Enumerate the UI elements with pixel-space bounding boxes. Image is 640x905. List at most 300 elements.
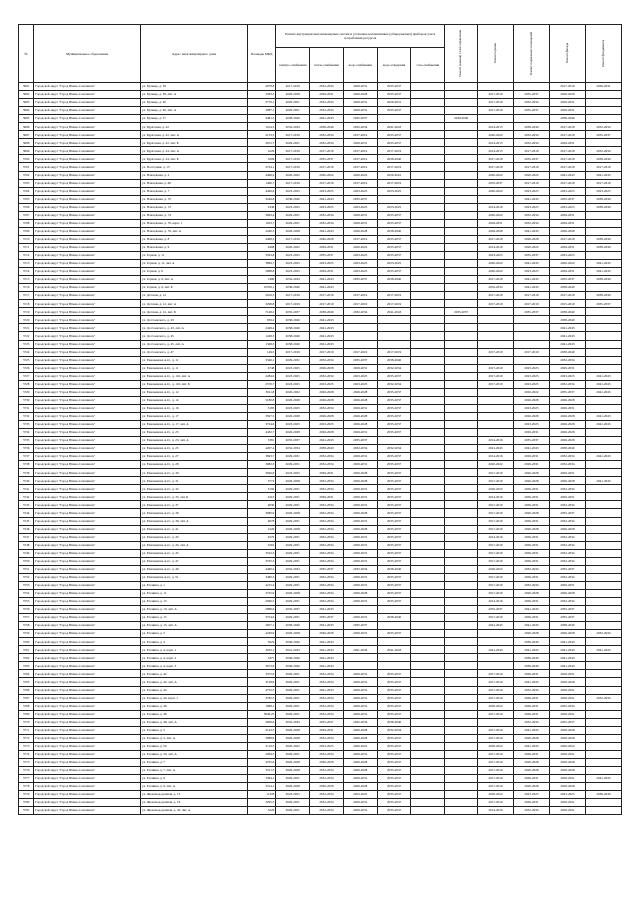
electro-cell: 2029-2031 [276,750,310,758]
sewer-cell: 2035-2037 [377,517,411,525]
electro-cell: 2026-2028 [276,429,310,437]
table-row [19,219,622,227]
roof-cell: 2017-2019 [478,276,514,284]
facade-cell: 2041-2043 [549,324,585,332]
foundation-cell: 2032-2034 [585,630,621,638]
foundation-cell [585,99,621,107]
gas-cell [411,380,445,388]
basement-cell: 2029-2031 [513,541,549,549]
electro-cell: 2038-2040 [276,332,310,340]
basement-cell: 2017-2019 [513,348,549,356]
water-cell: 2029-2031 [343,533,377,541]
area-cell: 2240,3 [247,227,275,235]
area-cell: 4748 [247,364,275,372]
water-cell: 2026-2028 [343,766,377,774]
water-cell: 2017-2019 [343,163,377,171]
roof-cell: 2041-2043 [478,646,514,654]
electro-cell: 2017-2019 [276,348,310,356]
address-cell: ул. Емельянова А.О., д. 14 [141,396,248,404]
basement-cell: 2029-2031 [513,461,549,469]
gas-cell [411,268,445,276]
address-cell: ул. Достоевского, д. 43, лит. А [141,324,248,332]
roof-cell: 2014-2016 [478,203,514,211]
electro-cell: 2026-2028 [276,396,310,404]
sewer-cell: 2035-2037 [377,630,411,638]
foundation-cell: 2038-2040 [585,155,621,163]
nodes-cell [445,123,478,131]
row-number: 3771 [19,726,34,734]
foundation-cell: 2035-2037 [585,131,621,139]
facade-cell: 2032-2034 [549,598,585,606]
sewer-cell: 2035-2037 [377,243,411,251]
address-cell: ул. Горная, д. 9 [141,268,248,276]
basement-cell: 2029-2031 [513,670,549,678]
water-cell [343,638,377,646]
facade-cell: 2038-2040 [549,308,585,316]
nodes-cell [445,517,478,525]
water-cell: 2029-2031 [343,710,377,718]
gas-cell [411,557,445,565]
facade-cell: 2020-2022 [549,260,585,268]
roof-cell: 2017-2019 [478,557,514,565]
municipality-cell: Городской округ "Город Южно-Сахалинск" [34,469,141,477]
water-cell: 2032-2034 [343,565,377,573]
nodes-cell [445,549,478,557]
sewer-cell: 2035-2037 [377,453,411,461]
municipality-cell: Городской округ "Город Южно-Сахалинск" [34,445,141,453]
sewer-cell: 2035-2037 [377,581,411,589]
municipality-cell: Городской округ "Город Южно-Сахалинск" [34,155,141,163]
roof-cell: 2017-2019 [478,694,514,702]
area-cell: 2916,3 [247,292,275,300]
foundation-cell [585,622,621,630]
table-row [19,485,622,493]
heat-cell: 2023-2025 [310,742,344,750]
electro-cell: 2026-2028 [276,509,310,517]
area-cell: 4752,5 [247,686,275,694]
roof-cell: 2041-2043 [478,445,514,453]
heat-cell: 2026-2028 [310,630,344,638]
heat-cell: 2029-2031 [310,469,344,477]
area-cell: 4830 [247,501,275,509]
table-row [19,670,622,678]
area-cell: 5183 [247,404,275,412]
heat-cell: 2032-2034 [310,461,344,469]
nodes-cell [445,791,478,799]
electro-cell: 2026-2028 [276,412,310,420]
address-cell: ул. Емельянова А.О., д. 43 [141,533,248,541]
row-number: 3749 [19,549,34,557]
area-cell: 3291 [247,541,275,549]
basement-cell: 2026-2028 [513,396,549,404]
sewer-cell: 2035-2037 [377,372,411,380]
basement-cell: 2041-2043 [513,606,549,614]
row-number: 3707 [19,211,34,219]
water-cell: 2029-2031 [343,429,377,437]
sewer-cell: 2035-2037 [377,791,411,799]
municipality-cell: Городской округ "Город Южно-Сахалинск" [34,107,141,115]
heat-cell: 2017-2019 [310,147,344,155]
heat-cell: 2032-2034 [310,678,344,686]
electro-cell: 2038-2040 [276,324,310,332]
municipality-cell: Городской округ "Город Южно-Сахалинск" [34,364,141,372]
gas-cell [411,260,445,268]
water-cell: 2026-2028 [343,525,377,533]
nodes-cell [445,509,478,517]
gas-cell [411,807,445,815]
table-row [19,372,622,380]
sewer-cell: 2035-2037 [377,412,411,420]
roof-cell: 2014-2015 [478,139,514,147]
row-number: 3730 [19,396,34,404]
foundation-cell: 2017-2019 [585,163,621,171]
table-row [19,364,622,372]
municipality-cell: Городской округ "Город Южно-Сахалинск" [34,807,141,815]
municipality-cell: Городской округ "Город Южно-Сахалинск" [34,477,141,485]
heat-cell: 2029-2031 [310,243,344,251]
heat-cell: 2032-2034 [310,573,344,581]
area-cell: 1520 [247,525,275,533]
area-cell: 3926,8 [247,469,275,477]
water-cell: 2029-2031 [343,750,377,758]
facade-cell: 2017-2019 [549,83,585,91]
facade-cell: 2023-2025 [549,372,585,380]
address-cell: ул. Есенина, д. 42 [141,670,248,678]
address-cell: ул. Горная, д. 9, лит. А [141,276,248,284]
water-cell: 2032-2034 [343,445,377,453]
roof-cell: 2017-2019 [478,734,514,742]
heat-cell: 2023-2025 [310,380,344,388]
nodes-cell [445,332,478,340]
basement-cell: 2023-2025 [513,791,549,799]
area-cell: 4678 [247,517,275,525]
electro-cell: 2023-2025 [276,372,310,380]
electro-cell: 2029-2031 [276,549,310,557]
basement-cell: 2023-2025 [513,420,549,428]
area-cell: 1480 [247,276,275,284]
table-row [19,308,622,316]
municipality-cell: Городской округ "Город Южно-Сахалинск" [34,726,141,734]
facade-cell: 2029-2031 [549,364,585,372]
electro-cell: 2038-2040 [276,662,310,670]
roof-cell: 2017-2019 [478,292,514,300]
basement-cell [513,356,549,364]
roof-cell [478,195,514,203]
area-cell: 3314,1 [247,783,275,791]
col-facade-header: Ремонт фасада [549,25,585,83]
nodes-cell [445,348,478,356]
nodes-cell [445,541,478,549]
table-row [19,115,622,123]
gas-cell [411,541,445,549]
area-cell: 3593,8 [247,251,275,259]
electro-cell: 2029-2031 [276,493,310,501]
electro-cell: 2026-2028 [276,227,310,235]
table-row [19,662,622,670]
electro-cell: 2023-2025 [276,251,310,259]
water-cell: 2029-2031 [343,614,377,622]
foundation-cell: 2038-2040 [585,292,621,300]
nodes-cell [445,758,478,766]
water-cell: 2029-2031 [343,501,377,509]
row-number: 3776 [19,766,34,774]
address-cell: ул. Есенина, д. 48 [141,710,248,718]
facade-cell: 2026-2028 [549,766,585,774]
municipality-cell: Городской округ "Город Южно-Сахалинск" [34,396,141,404]
heat-cell: 2026-2028 [310,758,344,766]
col-electro-header: электро-снабжения [276,48,310,83]
gas-cell [411,396,445,404]
electro-cell: 2026-2028 [276,766,310,774]
nodes-cell [445,622,478,630]
water-cell: 2026-2028 [343,509,377,517]
sewer-cell: 2035-2037 [377,131,411,139]
nodes-cell [445,163,478,171]
heat-cell: 2032-2034 [310,517,344,525]
address-cell: ул. Вокзальная, д. 9 [141,243,248,251]
address-cell: ул. Емельянова А.О., д. 31 [141,477,248,485]
roof-cell [478,718,514,726]
nodes-cell [445,469,478,477]
row-number: 3741 [19,485,34,493]
table-row [19,469,622,477]
electro-cell: 2020-2022 [276,243,310,251]
electro-cell: 2029-2031 [276,581,310,589]
facade-cell: 2035-2037 [549,276,585,284]
facade-cell: 2017-2019 [549,155,585,163]
sewer-cell: 2041-2043 [377,123,411,131]
address-cell: ул. Детская, д. 12, лит. А [141,300,248,308]
nodes-cell [445,461,478,469]
electro-cell: 2026-2028 [276,726,310,734]
water-cell [343,284,377,292]
water-cell: 2017-2019 [343,155,377,163]
facade-cell: 2038-2040 [549,115,585,123]
roof-cell [478,115,514,123]
table-row [19,437,622,445]
gas-cell [411,573,445,581]
facade-cell: 2023-2025 [549,251,585,259]
water-cell [343,606,377,614]
gas-cell [411,284,445,292]
facade-cell: 2032-2034 [549,702,585,710]
table-row [19,420,622,428]
sewer-cell: 2035-2037 [377,83,411,91]
area-cell: 4705,6 [247,758,275,766]
facade-cell: 2029-2031 [549,694,585,702]
roof-cell: 2017-2019 [478,799,514,807]
electro-cell: 2029-2031 [276,517,310,525]
water-cell: 2029-2031 [343,404,377,412]
gas-cell [411,276,445,284]
foundation-cell [585,573,621,581]
basement-cell: 2041-2043 [513,742,549,750]
row-number: 3770 [19,718,34,726]
electro-cell: 2029-2031 [276,670,310,678]
table-row [19,300,622,308]
area-cell: 2133,5 [247,131,275,139]
nodes-cell [445,493,478,501]
nodes-cell [445,501,478,509]
address-cell: ул. Емельянова А.О., д. 49 [141,565,248,573]
water-cell: 2029-2031 [343,493,377,501]
address-cell: ул. Горная, д. 11 [141,251,248,259]
water-cell: 2023-2025 [343,251,377,259]
basement-cell: 2032-2034 [513,219,549,227]
facade-cell: 2029-2031 [549,686,585,694]
heat-cell: 2041-2043 [310,276,344,284]
foundation-cell [585,557,621,565]
sewer-cell: 2035-2037 [377,396,411,404]
water-cell: 2023-2025 [343,187,377,195]
row-number: 3721 [19,324,34,332]
nodes-cell [445,83,478,91]
roof-cell: 2032-2034 [478,284,514,292]
row-number: 3700 [19,155,34,163]
municipality-cell: Городской округ "Город Южно-Сахалинск" [34,292,141,300]
foundation-cell [585,485,621,493]
municipality-cell: Городской округ "Город Южно-Сахалинск" [34,372,141,380]
basement-cell: 2041-2043 [513,678,549,686]
facade-cell: 2026-2028 [549,437,585,445]
heat-cell: 2032-2034 [310,766,344,774]
municipality-cell: Городской округ "Город Южно-Сахалинск" [34,83,141,91]
nodes-cell [445,316,478,324]
roof-cell: 2014-2016 [478,243,514,251]
sewer-cell: 2035-2037 [377,219,411,227]
row-number: 3756 [19,606,34,614]
municipality-cell: Городской округ "Город Южно-Сахалинск" [34,115,141,123]
water-cell: 2026-2028 [343,783,377,791]
electro-cell: 2026-2028 [276,91,310,99]
roof-cell: 2026-2028 [478,227,514,235]
heat-cell: 2035-2037 [310,614,344,622]
nodes-cell [445,195,478,203]
address-cell: ул. Есенина, д. 42, лит. А [141,678,248,686]
electro-cell: 2026-2028 [276,525,310,533]
roof-cell: 2014-2016 [478,437,514,445]
municipality-cell: Городской округ "Город Южно-Сахалинск" [34,316,141,324]
nodes-cell: 2038-2040 [445,115,478,123]
area-cell: 3477 [247,654,275,662]
foundation-cell [585,316,621,324]
foundation-cell [585,356,621,364]
nodes-cell [445,734,478,742]
nodes-cell [445,766,478,774]
heat-cell: 2032-2034 [310,557,344,565]
electro-cell: 2029-2031 [276,501,310,509]
roof-cell [478,630,514,638]
area-cell: 3754,6 [247,614,275,622]
row-number: 3712 [19,251,34,259]
foundation-cell [585,799,621,807]
sewer-cell: 2035-2037 [377,686,411,694]
foundation-cell [585,308,621,316]
nodes-cell: 2035-2037 [445,308,478,316]
water-cell: 2020-2022 [343,742,377,750]
area-cell: 7148,2 [247,308,275,316]
gas-cell [411,726,445,734]
row-number: 3742 [19,493,34,501]
electro-cell: 2038-2040 [276,115,310,123]
table-row [19,131,622,139]
table-row [19,147,622,155]
address-cell: ул. Емельянова А.О., д. 28 [141,461,248,469]
address-cell: ул. Есенина, д. 48, лит. А [141,718,248,726]
row-number: 3697 [19,131,34,139]
water-cell: 2017-2019 [343,300,377,308]
sewer-cell: 2035-2037 [377,525,411,533]
municipality-cell: Городской округ "Город Южно-Сахалинск" [34,750,141,758]
sewer-cell: 2035-2037 [377,766,411,774]
water-cell: 2029-2031 [343,541,377,549]
foundation-cell [585,396,621,404]
address-cell: ул. Есенина, д. 13 [141,598,248,606]
sewer-cell: 2038-2040 [377,614,411,622]
basement-cell: 2029-2031 [513,598,549,606]
sewer-cell: 2035-2037 [377,598,411,606]
municipality-cell: Городской округ "Город Южно-Сахалинск" [34,614,141,622]
nodes-cell [445,742,478,750]
area-cell: 3724,6 [247,420,275,428]
gas-cell [411,670,445,678]
water-cell: 2032-2034 [343,123,377,131]
nodes-cell [445,179,478,187]
gas-cell [411,533,445,541]
foundation-cell [585,783,621,791]
gas-cell [411,123,445,131]
sewer-cell: 2017-2019 [377,348,411,356]
row-number: 3724 [19,348,34,356]
table-row [19,316,622,324]
roof-cell [478,332,514,340]
roof-cell: 2017-2019 [478,589,514,597]
foundation-cell [585,107,621,115]
table-row [19,517,622,525]
row-number: 3780 [19,799,34,807]
gas-cell [411,187,445,195]
address-cell: ул. Железнодорожная, д. 16 [141,799,248,807]
gas-cell [411,565,445,573]
electro-cell: 2029-2031 [276,139,310,147]
nodes-cell [445,380,478,388]
municipality-cell: Городской округ "Город Южно-Сахалинск" [34,348,141,356]
nodes-cell [445,750,478,758]
facade-cell: 2029-2031 [549,775,585,783]
roof-cell: 2014-2015 [478,123,514,131]
heat-cell: 2041-2043 [310,437,344,445]
address-cell: ул. Емельянова А.О., д. 33, лит. Б [141,493,248,501]
address-cell: ул. Есенина, д. 5, лит. А [141,734,248,742]
row-number: 3761 [19,646,34,654]
sewer-cell: 2038-2040 [377,276,411,284]
water-cell: 2026-2028 [343,388,377,396]
heat-cell: 2017-2019 [310,348,344,356]
sewer-cell: 2035-2037 [377,420,411,428]
foundation-cell [585,348,621,356]
col-gas-header: газо-снабжения [411,48,445,83]
address-cell: ул. Вокзальная, д. 72 [141,203,248,211]
row-number: 3703 [19,179,34,187]
area-cell: 3597,5 [247,412,275,420]
address-cell: ул. Есенина, д. 4 [141,638,248,646]
address-cell: ул. Емельянова А.О., д. 32 [141,485,248,493]
heat-cell: 2023-2025 [310,187,344,195]
heat-cell: 2041-2043 [310,654,344,662]
roof-cell [478,308,514,316]
facade-cell: 2035-2037 [549,195,585,203]
roof-cell: 2014-2016 [478,807,514,815]
